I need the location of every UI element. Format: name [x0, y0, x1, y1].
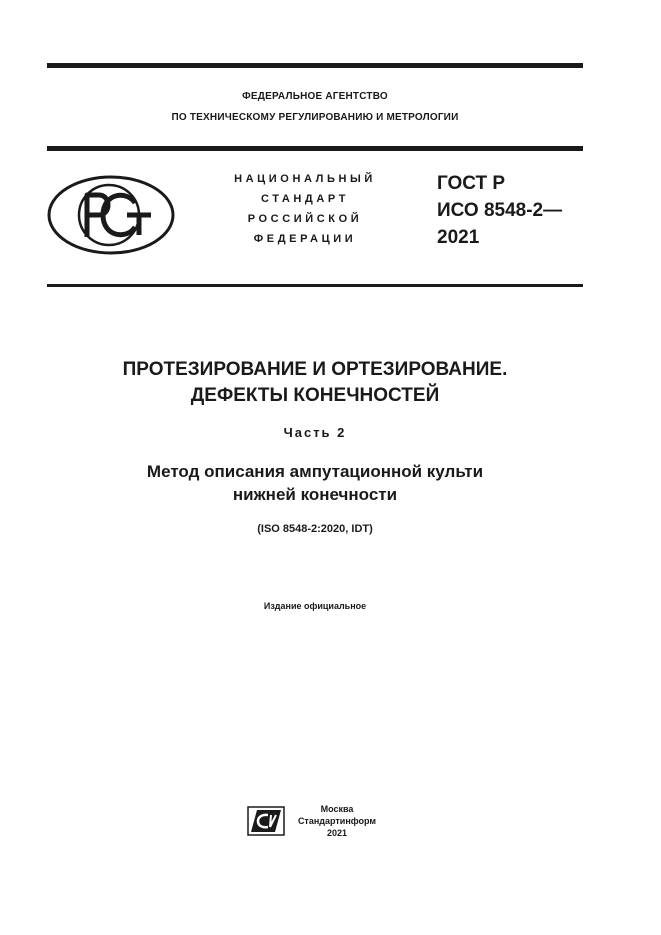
national-standard-line-2: СТАНДАРТ [260, 193, 350, 205]
document-title-line-1: ПРОТЕЗИРОВАНИЕ И ОРТЕЗИРОВАНИЕ. [122, 359, 508, 380]
national-standard-line-3: РОССИЙСКОЙ [247, 213, 363, 225]
designation-line-1: ГОСТ Р [437, 173, 506, 194]
header-rule [47, 146, 583, 151]
standartinform-logo-icon [247, 806, 285, 836]
designation-line-3: 2021 [437, 227, 480, 248]
publisher-year: 2021 [326, 828, 348, 838]
designation-line-2: ИСО 8548-2— [437, 200, 563, 221]
header-bottom-rule [47, 284, 583, 287]
national-standard-line-4: ФЕДЕРАЦИИ [253, 233, 357, 245]
subtitle-line-2: нижней конечности [232, 485, 398, 504]
publisher-city: Москва [320, 804, 354, 814]
agency-line-2: ПО ТЕХНИЧЕСКОМУ РЕГУЛИРОВАНИЮ И МЕТРОЛОГИИ [171, 112, 459, 123]
subtitle-line-1: Метод описания ампутационной культи [146, 462, 484, 481]
edition-label: Издание официальное [263, 601, 367, 611]
publisher-name: Стандартинформ [297, 816, 377, 826]
part-number: Часть 2 [283, 425, 347, 440]
agency-line-1: ФЕДЕРАЛЬНОЕ АГЕНТСТВО [242, 91, 388, 102]
gost-r-certification-mark-icon [47, 175, 175, 255]
national-standard-line-1: НАЦИОНАЛЬНЫЙ [234, 173, 376, 185]
iso-reference: (ISO 8548-2:2020, IDT) [257, 523, 373, 535]
document-title-line-2: ДЕФЕКТЫ КОНЕЧНОСТЕЙ [190, 385, 440, 406]
top-rule [47, 63, 583, 68]
